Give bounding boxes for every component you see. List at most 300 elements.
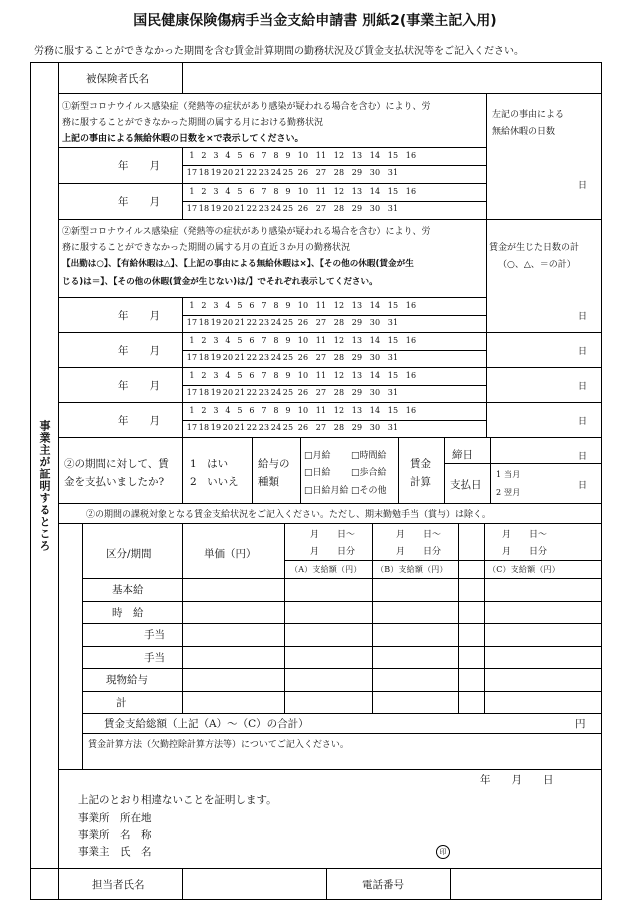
day-cell[interactable]: 8	[273, 336, 279, 345]
month-year-label[interactable]: 年 月	[118, 160, 160, 172]
day-cell[interactable]: 12	[333, 406, 345, 415]
day-cell[interactable]: 11	[315, 336, 327, 345]
day-cell[interactable]: 3	[213, 151, 219, 160]
day-cell[interactable]: 7	[261, 371, 267, 380]
day-cell[interactable]: 18	[198, 388, 210, 397]
day-cell[interactable]: 15	[387, 406, 399, 415]
row-line	[58, 147, 486, 148]
day-cell[interactable]: 25	[282, 204, 294, 213]
day-cell[interactable]: 17	[186, 204, 198, 213]
insured-name-label: 被保険者氏名	[86, 73, 149, 85]
row-line	[58, 297, 486, 298]
day-cell[interactable]: 31	[387, 204, 399, 213]
day-cell[interactable]: 6	[249, 187, 255, 196]
day-cell[interactable]: 12	[333, 151, 345, 160]
header-unit-price: 単価（円）	[204, 548, 257, 560]
day-cell[interactable]: 3	[213, 371, 219, 380]
day-cell[interactable]: 8	[273, 151, 279, 160]
contact-name-label: 担当者氏名	[92, 879, 145, 891]
calc-method-label: 賃金計算方法（欠勤控除計算方法等）についてご記入ください。	[88, 740, 349, 750]
wage-row-label: 基本給	[112, 584, 144, 596]
day-cell[interactable]: 16	[405, 187, 417, 196]
day-cell[interactable]: 15	[387, 336, 399, 345]
pay-divider	[252, 437, 253, 503]
day-cell[interactable]: 4	[225, 406, 231, 415]
day-cell[interactable]: 3	[213, 336, 219, 345]
day-number-row	[186, 151, 420, 160]
contact-name-field[interactable]	[184, 870, 324, 898]
day-cell[interactable]: 30	[369, 204, 381, 213]
section1-line2: 務に服することができなかった期間の属する月における勤務状況	[62, 118, 324, 128]
period-b-to[interactable]: 月 日分	[396, 547, 442, 557]
day-cell[interactable]: 2	[201, 336, 207, 345]
section1-line1: ①新型コロナウイルス感染症（発熱等の症状があり感染が疑われる場合を含む）により、労	[62, 102, 431, 112]
insured-name-field[interactable]	[184, 64, 600, 92]
day-cell[interactable]: 6	[249, 151, 255, 160]
day-cell[interactable]: 10	[297, 371, 309, 380]
day-cell[interactable]: 20	[222, 168, 234, 177]
day-cell[interactable]: 20	[222, 388, 234, 397]
day-cell[interactable]: 17	[186, 318, 198, 327]
day-cell[interactable]: 9	[285, 301, 291, 310]
payment-no-option[interactable]: 2 いいえ	[190, 476, 239, 488]
office-address-label: 事業所 所在地	[78, 812, 152, 824]
day-cell[interactable]: 23	[258, 168, 270, 177]
section2-right-line1: 賃金が生じた日数の計	[489, 243, 580, 253]
day-count-unit[interactable]: 日	[578, 346, 588, 357]
day-cell[interactable]: 12	[333, 336, 345, 345]
amount-c-cell[interactable]	[486, 624, 600, 644]
day-cell[interactable]: 19	[210, 168, 222, 177]
period-a-from[interactable]: 月 日～	[310, 530, 356, 540]
day-cell[interactable]: 30	[369, 318, 381, 327]
day-cell[interactable]: 9	[285, 187, 291, 196]
day-cell[interactable]: 1	[189, 371, 195, 380]
day-cell[interactable]: 27	[315, 423, 327, 432]
day-cell[interactable]: 5	[237, 151, 243, 160]
day-cell[interactable]: 23	[258, 388, 270, 397]
day-cell[interactable]: 20	[222, 204, 234, 213]
day-count-unit[interactable]: 日	[578, 181, 588, 191]
day-cell[interactable]: 7	[261, 187, 267, 196]
day-cell[interactable]: 31	[387, 353, 399, 362]
day-cell[interactable]: 27	[315, 388, 327, 397]
day-cell[interactable]: 19	[210, 353, 222, 362]
day-cell[interactable]: 24	[270, 388, 282, 397]
day-cell[interactable]: 28	[333, 318, 345, 327]
day-cell[interactable]: 2	[201, 151, 207, 160]
day-cell[interactable]: 28	[333, 353, 345, 362]
wage-col-divider	[484, 523, 485, 713]
wage-col-divider	[182, 523, 183, 713]
row-line	[58, 183, 486, 184]
day-cell[interactable]: 9	[285, 406, 291, 415]
day-cell[interactable]: 23	[258, 423, 270, 432]
day-cell[interactable]: 24	[270, 353, 282, 362]
seal-mark: 印	[436, 845, 450, 859]
closing-day-unit[interactable]: 日	[578, 452, 588, 462]
pay-divider	[182, 437, 183, 503]
unit-price-cell[interactable]	[184, 692, 282, 712]
day-cell[interactable]: 23	[258, 318, 270, 327]
amount-b-cell[interactable]	[374, 669, 458, 689]
day-cell[interactable]: 19	[210, 388, 222, 397]
day-cell[interactable]: 21	[234, 388, 246, 397]
day-cell[interactable]: 11	[315, 371, 327, 380]
day-cell[interactable]: 22	[246, 388, 258, 397]
day-cell[interactable]: 20	[222, 318, 234, 327]
day-cell[interactable]: 27	[315, 318, 327, 327]
amount-b-cell[interactable]	[374, 579, 458, 599]
row-line	[58, 367, 602, 368]
day-cell[interactable]: 11	[315, 301, 327, 310]
day-cell[interactable]: 6	[249, 406, 255, 415]
payday-unit[interactable]: 日	[578, 481, 588, 491]
day-number-row	[186, 301, 420, 310]
wage-row-label: 現物給与	[106, 674, 148, 686]
day-cell[interactable]: 5	[237, 187, 243, 196]
row-line	[58, 503, 602, 504]
day-cell[interactable]: 11	[315, 406, 327, 415]
month-year-label[interactable]: 年 月	[118, 309, 160, 322]
amount-b-cell[interactable]	[374, 647, 458, 667]
day-cell[interactable]: 10	[297, 406, 309, 415]
unit-price-cell[interactable]	[184, 602, 282, 622]
day-cell[interactable]: 16	[405, 151, 417, 160]
col-c-header: （C）支給額（円）	[488, 565, 560, 574]
day-cell[interactable]: 19	[210, 204, 222, 213]
payment-question-line2: 金を支払いましたか?	[64, 476, 165, 488]
day-number-row	[186, 187, 420, 196]
day-cell[interactable]: 23	[258, 204, 270, 213]
day-cell[interactable]: 2	[201, 301, 207, 310]
day-cell[interactable]: 10	[297, 187, 309, 196]
day-cell[interactable]: 12	[333, 371, 345, 380]
day-cell[interactable]: 29	[351, 204, 363, 213]
period-c-to[interactable]: 月 日分	[502, 547, 548, 557]
day-cell[interactable]: 10	[297, 301, 309, 310]
day-cell[interactable]: 28	[333, 168, 345, 177]
day-cell[interactable]: 22	[246, 168, 258, 177]
day-cell[interactable]: 2	[201, 406, 207, 415]
day-cell[interactable]: 18	[198, 318, 210, 327]
day-sub-line	[182, 385, 486, 386]
pay-divider	[398, 437, 399, 503]
phone-number-field[interactable]	[452, 870, 600, 898]
day-cell[interactable]: 14	[369, 336, 381, 345]
header-category: 区分/期間	[106, 548, 152, 560]
day-cell[interactable]: 19	[210, 423, 222, 432]
day-cell[interactable]: 28	[333, 423, 345, 432]
day-cell[interactable]: 25	[282, 168, 294, 177]
wage-calc-label-1: 賃金	[410, 458, 431, 470]
day-cell[interactable]: 1	[189, 151, 195, 160]
wage-type-daily[interactable]: □日給	[304, 468, 331, 478]
day-cell[interactable]: 10	[297, 151, 309, 160]
wage-calc-label-2: 計算	[410, 476, 431, 488]
day-cell[interactable]: 28	[333, 204, 345, 213]
footer-divider	[58, 868, 59, 900]
payday-label: 支払日	[450, 479, 482, 491]
day-cell[interactable]: 12	[333, 187, 345, 196]
amount-c-cell[interactable]	[486, 692, 600, 712]
month-year-label[interactable]: 年 月	[118, 344, 160, 357]
period-a-to[interactable]: 月 日分	[310, 547, 356, 557]
month-year-label[interactable]: 年 月	[118, 414, 160, 427]
day-cell[interactable]: 8	[273, 371, 279, 380]
employer-certification-label: 事業主が証明するところ	[38, 420, 51, 552]
right-col-divider	[486, 219, 487, 437]
day-cell[interactable]: 9	[285, 371, 291, 380]
day-cell[interactable]: 29	[351, 423, 363, 432]
day-cell[interactable]: 18	[198, 204, 210, 213]
calc-method-field[interactable]	[84, 750, 600, 768]
day-cell[interactable]: 21	[234, 423, 246, 432]
amount-c-cell[interactable]	[486, 579, 600, 599]
day-sub-line	[182, 315, 486, 316]
day-cell[interactable]: 15	[387, 301, 399, 310]
row-line	[58, 219, 602, 220]
day-cell[interactable]: 6	[249, 301, 255, 310]
wage-row-label: 手当	[144, 629, 165, 641]
day-cell[interactable]: 12	[333, 301, 345, 310]
day-cell[interactable]: 1	[189, 187, 195, 196]
unit-price-cell[interactable]	[184, 647, 282, 667]
day-cell[interactable]: 7	[261, 151, 267, 160]
day-cell[interactable]: 26	[297, 168, 309, 177]
right-col-divider	[486, 93, 487, 219]
day-cell[interactable]: 15	[387, 371, 399, 380]
month-year-label[interactable]: 年 月	[118, 196, 160, 208]
amount-a-cell[interactable]	[286, 669, 370, 689]
day-cell[interactable]: 16	[405, 406, 417, 415]
day-cell[interactable]: 17	[186, 423, 198, 432]
day-cell[interactable]: 21	[234, 204, 246, 213]
day-cell[interactable]: 24	[270, 423, 282, 432]
day-cell[interactable]: 1	[189, 406, 195, 415]
day-cell[interactable]: 27	[315, 204, 327, 213]
day-cell[interactable]: 26	[297, 388, 309, 397]
day-cell[interactable]: 7	[261, 336, 267, 345]
day-cell[interactable]: 21	[234, 168, 246, 177]
day-cell[interactable]: 31	[387, 423, 399, 432]
day-cell[interactable]: 24	[270, 168, 282, 177]
day-cell[interactable]: 23	[258, 353, 270, 362]
day-cell[interactable]: 13	[351, 336, 363, 345]
row-line	[82, 713, 602, 714]
day-cell[interactable]: 29	[351, 318, 363, 327]
certification-statement: 上記のとおり相違ないことを証明します。	[78, 794, 277, 806]
day-cell[interactable]: 16	[405, 301, 417, 310]
amount-c-cell[interactable]	[486, 669, 600, 689]
day-cell[interactable]: 8	[273, 301, 279, 310]
day-cell[interactable]: 5	[237, 371, 243, 380]
day-cell[interactable]: 9	[285, 151, 291, 160]
day-cell[interactable]: 17	[186, 353, 198, 362]
row-line	[58, 437, 602, 438]
day-cell[interactable]: 27	[315, 168, 327, 177]
day-cell[interactable]: 3	[213, 301, 219, 310]
day-cell[interactable]: 13	[351, 406, 363, 415]
day-cell[interactable]: 24	[270, 204, 282, 213]
amount-a-cell[interactable]	[286, 602, 370, 622]
section2-line2: 務に服することができなかった期間の属する月の直近３か月の勤務状況	[62, 243, 351, 253]
row-line	[58, 523, 602, 524]
day-cell[interactable]: 14	[369, 151, 381, 160]
amount-c-cell[interactable]	[486, 647, 600, 667]
wage-type-hourly[interactable]: □時間給	[351, 451, 387, 461]
day-cell[interactable]: 31	[387, 168, 399, 177]
amount-b-cell[interactable]	[374, 624, 458, 644]
day-cell[interactable]: 14	[369, 187, 381, 196]
day-cell[interactable]: 3	[213, 187, 219, 196]
day-sub-line	[182, 420, 486, 421]
day-cell[interactable]: 8	[273, 187, 279, 196]
col-b-header: （B）支給額（円）	[376, 565, 448, 574]
day-cell[interactable]: 29	[351, 353, 363, 362]
amount-b-cell[interactable]	[374, 602, 458, 622]
day-cell[interactable]: 18	[198, 353, 210, 362]
amount-a-cell[interactable]	[286, 624, 370, 644]
day-cell[interactable]: 9	[285, 336, 291, 345]
amount-c-cell[interactable]	[486, 602, 600, 622]
day-cell[interactable]: 14	[369, 406, 381, 415]
day-cell[interactable]: 17	[186, 388, 198, 397]
day-cell[interactable]: 4	[225, 187, 231, 196]
day-cell[interactable]: 31	[387, 388, 399, 397]
intro-text: 労務に服することができなかった期間を含む賃金計算期間の勤務状況及び賃金支払状況等をご記入ください。	[34, 46, 524, 57]
day-cell[interactable]: 13	[351, 301, 363, 310]
day-cell[interactable]: 14	[369, 371, 381, 380]
certification-date[interactable]: 年 月 日	[480, 774, 554, 786]
day-cell[interactable]: 30	[369, 353, 381, 362]
day-cell[interactable]: 18	[198, 168, 210, 177]
day-cell[interactable]: 25	[282, 318, 294, 327]
day-cell[interactable]: 18	[198, 423, 210, 432]
row-line	[58, 332, 602, 333]
day-cell[interactable]: 4	[225, 336, 231, 345]
day-cell[interactable]: 11	[315, 151, 327, 160]
day-cell[interactable]: 11	[315, 187, 327, 196]
day-cell[interactable]: 29	[351, 388, 363, 397]
day-cell[interactable]: 25	[282, 388, 294, 397]
day-cell[interactable]: 10	[297, 336, 309, 345]
payday-current-month[interactable]: 1 当月	[496, 470, 521, 479]
day-cell[interactable]: 26	[297, 318, 309, 327]
day-cell[interactable]: 22	[246, 204, 258, 213]
day-cell[interactable]: 7	[261, 406, 267, 415]
day-cell[interactable]: 2	[201, 187, 207, 196]
day-cell[interactable]: 26	[297, 353, 309, 362]
day-cell[interactable]: 21	[234, 353, 246, 362]
day-cell[interactable]: 22	[246, 423, 258, 432]
day-cell[interactable]: 1	[189, 301, 195, 310]
day-count-unit[interactable]: 日	[578, 311, 588, 322]
day-cell[interactable]: 13	[351, 371, 363, 380]
day-cell[interactable]: 27	[315, 353, 327, 362]
wage-type-daily-monthly[interactable]: □日給月給	[304, 486, 349, 496]
day-cell[interactable]: 15	[387, 187, 399, 196]
unit-price-cell[interactable]	[184, 624, 282, 644]
day-cell[interactable]: 5	[237, 336, 243, 345]
day-cell[interactable]: 22	[246, 353, 258, 362]
day-cell[interactable]: 21	[234, 318, 246, 327]
day-number-row	[186, 388, 402, 397]
wage-type-other[interactable]: □その他	[351, 486, 387, 496]
day-cell[interactable]: 16	[405, 336, 417, 345]
wage-type-monthly[interactable]: □月給	[304, 451, 331, 461]
unit-price-cell[interactable]	[184, 669, 282, 689]
period-b-from[interactable]: 月 日～	[396, 530, 442, 540]
day-sub-line	[182, 201, 486, 202]
day-cell[interactable]: 4	[225, 371, 231, 380]
day-cell[interactable]: 6	[249, 336, 255, 345]
day-cell[interactable]: 20	[222, 353, 234, 362]
day-cell[interactable]: 1	[189, 336, 195, 345]
pay-divider	[490, 437, 491, 503]
day-cell[interactable]: 8	[273, 406, 279, 415]
day-cell[interactable]: 30	[369, 168, 381, 177]
pay-divider	[444, 437, 445, 503]
day-cell[interactable]: 14	[369, 301, 381, 310]
day-cell[interactable]: 4	[225, 301, 231, 310]
month-year-label[interactable]: 年 月	[118, 379, 160, 392]
row-line	[30, 868, 602, 869]
day-cell[interactable]: 20	[222, 423, 234, 432]
day-cell[interactable]: 16	[405, 371, 417, 380]
unit-price-cell[interactable]	[184, 579, 282, 599]
day-cell[interactable]: 22	[246, 318, 258, 327]
amount-a-cell[interactable]	[286, 579, 370, 599]
day-cell[interactable]: 19	[210, 318, 222, 327]
payment-yes-option[interactable]: 1 はい	[190, 458, 229, 470]
amount-a-cell[interactable]	[286, 647, 370, 667]
day-cell[interactable]: 13	[351, 151, 363, 160]
day-cell[interactable]: 7	[261, 301, 267, 310]
payday-next-month[interactable]: 2 翌月	[496, 488, 521, 497]
day-cell[interactable]: 5	[237, 301, 243, 310]
day-cell[interactable]: 30	[369, 388, 381, 397]
day-number-row	[186, 318, 402, 327]
day-cell[interactable]: 15	[387, 151, 399, 160]
day-cell[interactable]: 4	[225, 151, 231, 160]
day-count-unit[interactable]: 日	[578, 416, 588, 427]
wage-type-commission[interactable]: □歩合給	[351, 468, 387, 478]
day-cell[interactable]: 25	[282, 423, 294, 432]
day-cell[interactable]: 28	[333, 388, 345, 397]
day-cell[interactable]: 31	[387, 318, 399, 327]
day-cell[interactable]: 30	[369, 423, 381, 432]
day-cell[interactable]: 5	[237, 406, 243, 415]
day-cell[interactable]: 6	[249, 371, 255, 380]
amount-b-cell[interactable]	[374, 692, 458, 712]
day-cell[interactable]: 26	[297, 204, 309, 213]
amount-a-cell[interactable]	[286, 692, 370, 712]
day-cell[interactable]: 25	[282, 353, 294, 362]
day-cell[interactable]: 26	[297, 423, 309, 432]
section1-instruction: 上記の事由による無給休暇の日数を×で表示してください。	[62, 134, 304, 144]
day-count-unit[interactable]: 日	[578, 381, 588, 392]
day-cell[interactable]: 29	[351, 168, 363, 177]
day-cell[interactable]: 13	[351, 187, 363, 196]
day-cell[interactable]: 3	[213, 406, 219, 415]
day-cell[interactable]: 2	[201, 371, 207, 380]
period-c-from[interactable]: 月 日～	[502, 530, 548, 540]
day-cell[interactable]: 24	[270, 318, 282, 327]
office-name-label: 事業所 名 称	[78, 829, 152, 841]
total-yen-unit[interactable]: 円	[575, 718, 586, 730]
day-cell[interactable]: 17	[186, 168, 198, 177]
